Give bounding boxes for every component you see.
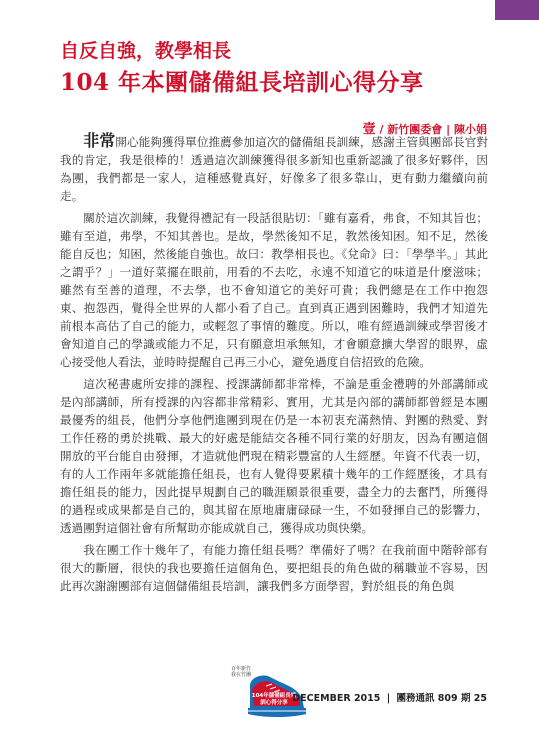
- byline-author: 陳小娟: [454, 123, 487, 136]
- paragraph-2: 關於這次訓練，我覺得禮記有一段話很貼切：「雖有嘉肴，弗食，不知其旨也；雖有至道，弗學，不知其善也。是故，學然後知不足，教然後知困。知不足，然後能自反也；知困，然後能自強也。故曰：教學相長也。《兌命》曰：「學學半。」其此之謂乎？」一道好菜擺在眼前，用看的不去吃，永遠不知道它的味道是什麼滋味；雖然有至善的道理，不去學，也不會知道它的美好可貴；我們總是在工作中抱怨東、抱怨西，覺得全世界的人都小看了自己。直到真正遇到困難時，我們才知道先前根本高估了自己的能力，或輕忽了事情的難度。所以，唯有經過訓練或學習後才會知道自己的學識或能力不足，只有願意坦承無知，才會願意擴大學習的眼界，虛心接受他人看法，並時時提醒自己再三小心，避免過度自信招致的危險。: [60, 211, 488, 369]
- paragraph-1: [60, 132, 488, 205]
- footer-page-number: 25: [473, 693, 487, 704]
- footer-month: DECEMBER 2015: [292, 693, 381, 704]
- corner-tab: [495, 0, 539, 20]
- footer-magazine: 團務通訊 809 期: [396, 693, 471, 704]
- article-title: 104 年本團儲備組長培訓心得分享: [60, 69, 424, 96]
- logo-label: 百年新竹 我在竹團: [230, 666, 251, 678]
- paragraph-3: 這次秘書處所安排的課程、授課講師都非常棒，不論是重金禮聘的外部講師或是內部講師，所有授課的內容都非常精彩、實用，尤其是內部的講師都曾經是本團最優秀的組長，他們分享他們進團到現在仍是一本初衷充滿熱情、對團的熱愛、對工作任務的勇於挑戰、最大的好處是能結交各種不同行業的好朋友，因為有團這個開放的平台能自由發揮，才造就他們現在精彩豐富的人生經歷。年資不代表一切，有的人工作兩年多就能擔任組長，也有人覺得要累積十幾年的工作經歷後，才具有擔任組長的能力，因此提早規劃自己的職涯願景很重要，盡全力的去奮鬥，所獲得的過程或成果都是自己的，與其留在原地庸庸碌碌一生，不如發揮自己的影響力，透過團對這個社會有所幫助亦能成就自己，獲得成功與快樂。: [60, 377, 488, 535]
- page-footer: [292, 690, 487, 704]
- byline-unit: 新竹團委會: [387, 123, 443, 136]
- paragraph-1-text: 開心能夠獲得單位推薦參加這次的儲備組長訓練，感謝主管與團部長官對我的肯定，我是很棒的！透過這次訓練獲得很多新知也重新認識了很多好夥伴，因為團，我們都是一家人，這種感覺真好，好像多了很多靠山，更有動力繼續向前走。: [60, 135, 488, 203]
- byline-number: 壹: [362, 122, 376, 137]
- drop-cap: 非常: [83, 131, 116, 150]
- article-supertitle: 自反自強，教學相長: [60, 40, 232, 62]
- byline-separator: /: [379, 123, 388, 136]
- paragraph-4: 我在團工作十幾年了，有能力擔任組長嗎？準備好了嗎？在我前面中階幹部有很大的斷層，很快的我也要擔任這個角色，要把組長的角色做的稱職並不容易，因此再次謝謝團部有這個儲備組長培訓，讓我們多方面學習，對於組長的角色與: [60, 543, 488, 593]
- footer-separator: |: [386, 693, 391, 704]
- logo-caption: 104年儲備組長培訓心得分享: [251, 693, 297, 706]
- article-body: [60, 132, 488, 599]
- byline-separator: |: [446, 123, 454, 136]
